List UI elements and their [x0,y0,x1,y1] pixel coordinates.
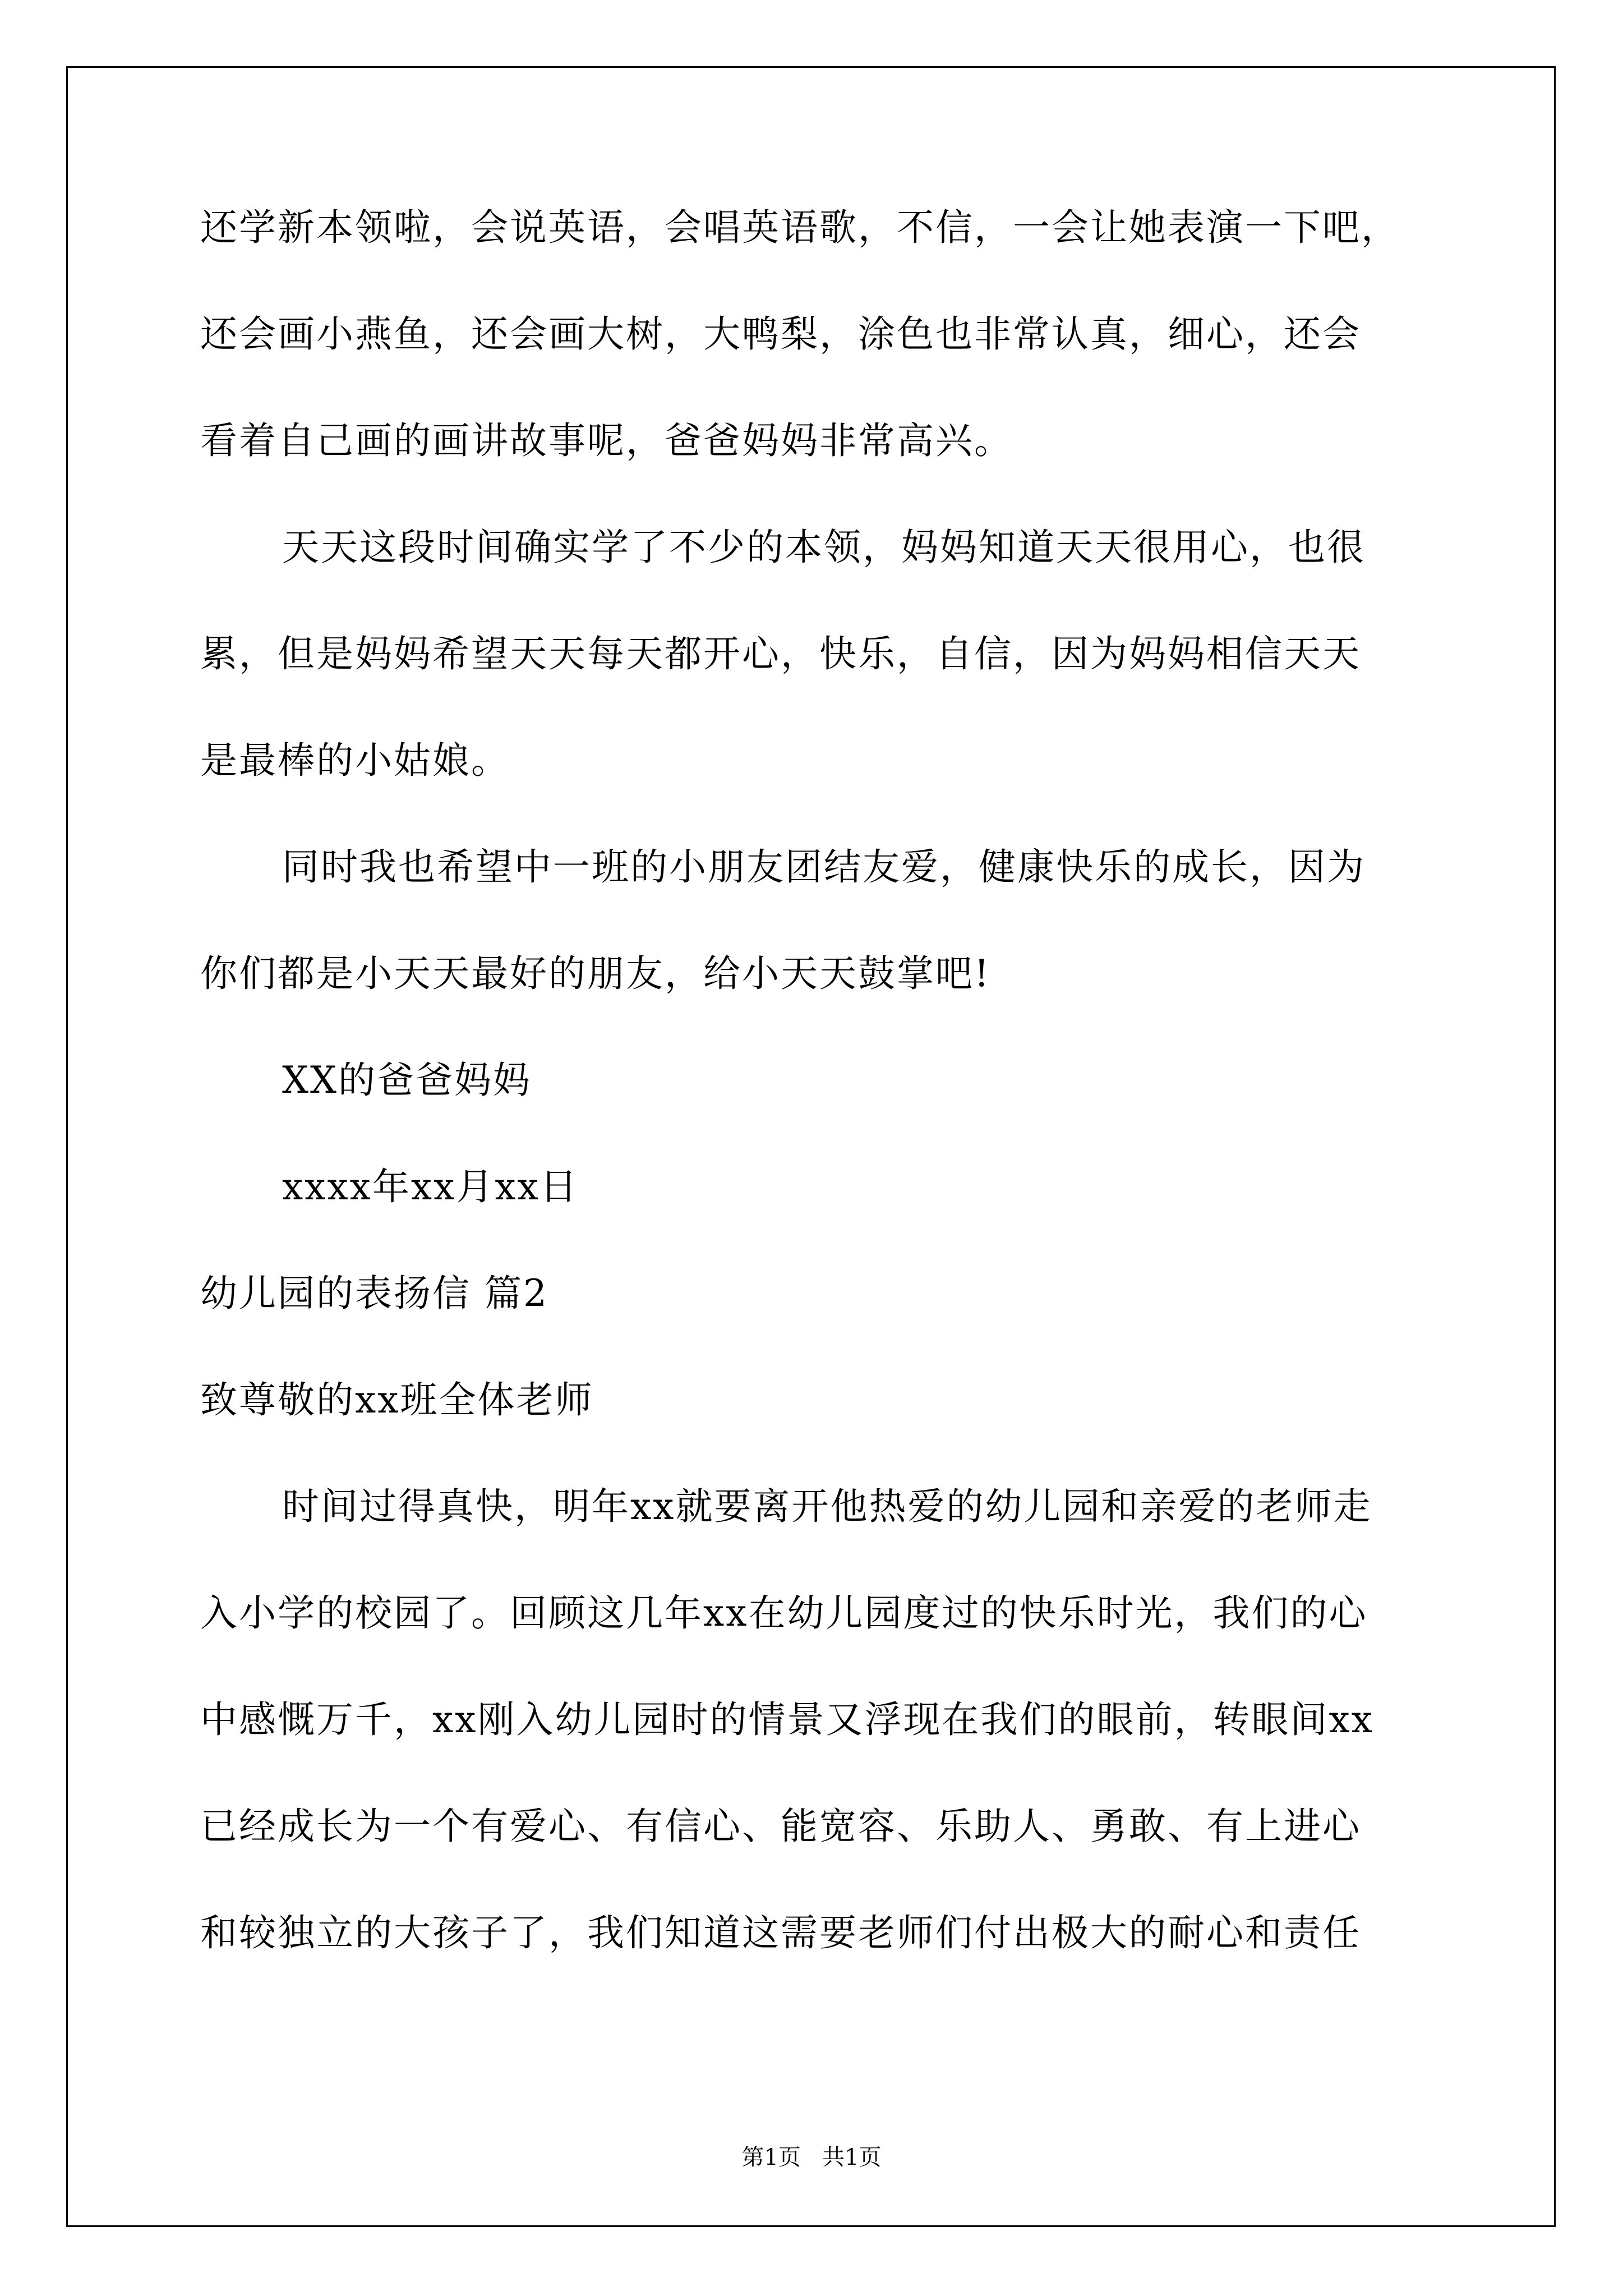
page-number-footer: 第1页 共1页 [741,2145,882,2170]
text-line: 还学新本领啦，会说英语，会唱英语歌，不信，一会让她表演一下吧， [200,206,1400,249]
text-line: 是最棒的小姑娘。 [200,739,510,782]
text-line: 已经成长为一个有爱心、有信心、能宽容、乐助人、勇敢、有上进心 [200,1805,1361,1848]
date-line: xxxx年xx月xx日 [282,1165,579,1208]
page-border [66,66,1556,2227]
text-line: 累，但是妈妈希望天天每天都开心，快乐，自信，因为妈妈相信天天 [200,632,1361,675]
text-line: 你们都是小天天最好的朋友，给小天天鼓掌吧! [200,952,991,995]
text-line: 中感慨万千，xx刚入幼儿园时的情景又浮现在我们的眼前，转眼间xx [200,1698,1374,1741]
text-line: 入小学的校园了。回顾这几年xx在幼儿园度过的快乐时光，我们的心 [200,1591,1368,1635]
paragraph-start-line: 同时我也希望中一班的小朋友团结友爱，健康快乐的成长，因为 [282,845,1366,889]
paragraph-start-line: 天天这段时间确实学了不少的本领，妈妈知道天天很用心，也很 [282,526,1366,569]
salutation-line: 致尊敬的xx班全体老师 [200,1378,594,1421]
text-line: 还会画小燕鱼，还会画大树，大鸭梨，涂色也非常认真，细心，还会 [200,312,1361,356]
text-line: 和较独立的大孩子了，我们知道这需要老师们付出极大的耐心和责任 [200,1911,1361,1954]
signature-line: XX的爸爸妈妈 [282,1059,532,1102]
section-heading: 幼儿园的表扬信 篇2 [200,1272,548,1315]
paragraph-start-line: 时间过得真快，明年xx就要离开他热爱的幼儿园和亲爱的老师走 [282,1485,1372,1528]
text-line: 看着自己画的画讲故事呢，爸爸妈妈非常高兴。 [200,419,1013,462]
